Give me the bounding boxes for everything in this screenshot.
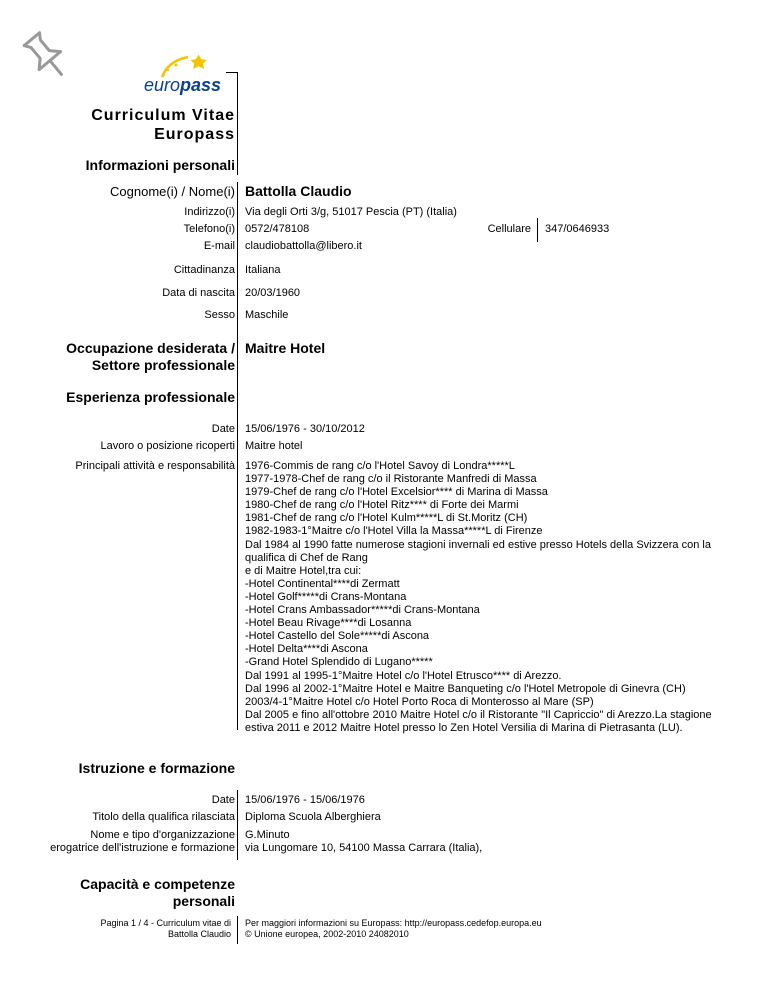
activity-line: Dal 2005 e fino all'ottobre 2010 Maitre Hotel c/o il Ristorante "Il Capriccio" di Arezzo.La stagione: [245, 708, 712, 721]
personal-section-heading: Informazioni personali: [85, 157, 235, 173]
address-label: Indirizzo(i): [184, 206, 235, 218]
phone-label: Telefono(i): [183, 223, 235, 235]
sex-label: Sesso: [204, 309, 235, 321]
footer-right-line1[interactable]: Per maggiori informazioni su Europass: http://europass.cedefop.europa.eu: [245, 918, 542, 928]
europass-logo: [130, 55, 220, 95]
birthdate-value: 20/03/1960: [245, 287, 301, 299]
activity-line: 2003/4-1°Maitre Hotel c/o Hotel Porto Roca di Monterosso al Mare (SP): [245, 695, 594, 708]
footer-left-line1: Pagina 1 / 4 - Curriculum vitae di: [100, 918, 231, 928]
activity-line: Dal 1996 al 2002-1°Maitre Hotel e Maitre Banqueting c/o l'Hotel Metropole di Ginevra (CH): [245, 682, 686, 695]
activity-line: estiva 2011 e 2012 Maitre Hotel presso lo Zen Hotel Versilia di Marina di Pietrasanta (LU).: [245, 721, 683, 734]
organization-value-line2: via Lungomare 10, 54100 Massa Carrara (Italia),: [245, 842, 483, 854]
activity-line: Dal 1984 al 1990 fatte numerose stagioni invernali ed estive presso Hotels della Svizzera con la: [245, 538, 711, 551]
occupation-value: Maitre Hotel: [245, 340, 326, 356]
separator-top-tick: [226, 72, 238, 73]
citizenship-label: Cittadinanza: [173, 264, 235, 276]
cv-title: [91, 106, 235, 144]
activity-line: -Hotel Beau Rivage****di Losanna: [245, 617, 412, 630]
organization-value: [245, 829, 482, 855]
occupation-heading: [66, 340, 235, 374]
email-label: E-mail: [203, 240, 235, 252]
experience-dates-label: Date: [211, 423, 235, 435]
activity-line: qualifica di Chef de Rang: [245, 551, 368, 564]
activity-line: 1982-1983-1°Maitre c/o l'Hotel Villa la Massa*****L di Firenze: [245, 525, 543, 538]
footer-left-line2: Battolla Claudio: [167, 929, 231, 939]
activity-line: -Hotel Continental****di Zermatt: [245, 577, 400, 590]
logo-euro: euro: [144, 75, 181, 95]
organization-value-line1: G.Minuto: [245, 829, 290, 841]
skills-heading-line2: personali: [172, 893, 235, 909]
separator-education: [237, 790, 238, 860]
logo-pass: pass: [180, 75, 222, 95]
mobile-label: Cellulare: [487, 223, 531, 235]
organization-label: [50, 829, 235, 855]
name-value: Battolla Claudio: [245, 183, 352, 199]
activity-line: 1976-Commis de rang c/o l'Hotel Savoy di Londra*****L: [245, 460, 515, 472]
citizenship-value: Italiana: [245, 264, 281, 276]
mobile-value: 347/0646933: [545, 223, 610, 235]
activity-line: -Hotel Crans Ambassador*****di Crans-Montana: [245, 604, 480, 617]
qualification-value: Diploma Scuola Alberghiera: [245, 811, 381, 823]
activity-line: -Grand Hotel Splendido di Lugano*****: [245, 656, 433, 669]
pushpin-icon: [18, 28, 74, 84]
skills-section-heading: [80, 876, 235, 910]
education-section-heading: Istruzione e formazione: [78, 760, 235, 776]
education-dates-label: Date: [211, 794, 235, 806]
activity-line: -Hotel Delta****di Ascona: [245, 643, 368, 656]
phone-value: 0572/478108: [245, 223, 310, 235]
position-label: Lavoro o posizione ricoperti: [100, 440, 235, 452]
cv-title-line1: Curriculum Vitae: [91, 107, 235, 124]
sex-value: Maschile: [245, 309, 289, 321]
activity-line: e di Maitre Hotel,tra cui:: [245, 564, 362, 577]
activity-line: -Hotel Castello del Sole*****di Ascona: [245, 630, 430, 643]
occupation-heading-line2: Settore professionale: [91, 357, 235, 373]
name-label: Cognome(i) / Nome(i): [110, 184, 235, 199]
footer-right-line2: © Unione europea, 2002-2010 24082010: [245, 929, 409, 939]
mobile-separator: [537, 218, 538, 242]
skills-heading-line1: Capacità e competenze: [80, 876, 235, 892]
cv-title-line2: Europass: [154, 126, 235, 143]
activity-line: 1981-Chef de rang c/o l'Hotel Kulm*****L di St.Moritz (CH): [245, 512, 528, 525]
activity-line: 1977-1978-Chef de rang c/o il Ristorante Manfredi di Massa: [245, 473, 537, 486]
experience-section-heading: Esperienza professionale: [66, 389, 235, 405]
activities-list: [245, 460, 712, 735]
qualification-label: Titolo della qualifica rilasciata: [92, 811, 235, 823]
footer-right: [245, 918, 542, 940]
separator-top: [237, 72, 238, 175]
education-dates-value: 15/06/1976 - 15/06/1976: [245, 794, 365, 806]
email-value[interactable]: claudiobattolla@libero.it: [245, 240, 362, 252]
organization-label-line1: Nome e tipo d'organizzazione: [90, 829, 235, 841]
occupation-heading-line1: Occupazione desiderata /: [66, 340, 235, 356]
separator-main: [237, 182, 238, 730]
position-value: Maitre hotel: [245, 440, 303, 452]
activity-line: -Hotel Golf*****di Crans-Montana: [245, 590, 407, 603]
activity-line: 1979-Chef de rang c/o l'Hotel Excelsior**** di Marina di Massa: [245, 486, 548, 499]
birthdate-label: Data di nascita: [162, 287, 235, 299]
experience-dates-value: 15/06/1976 - 30/10/2012: [245, 423, 365, 435]
organization-label-line2: erogatrice dell'istruzione e formazione: [50, 842, 235, 854]
activity-line: Dal 1991 al 1995-1°Maitre Hotel c/o l'Hotel Etrusco**** di Arezzo.: [245, 669, 562, 682]
footer-left: [100, 918, 231, 940]
address-value: Via degli Orti 3/g, 51017 Pescia (PT) (Italia): [245, 206, 457, 218]
activities-label: Principali attività e responsabilità: [75, 460, 235, 472]
separator-footer: [237, 916, 238, 944]
activity-line: 1980-Chef de rang c/o l'Hotel Ritz**** di Forte dei Marmi: [245, 499, 519, 512]
